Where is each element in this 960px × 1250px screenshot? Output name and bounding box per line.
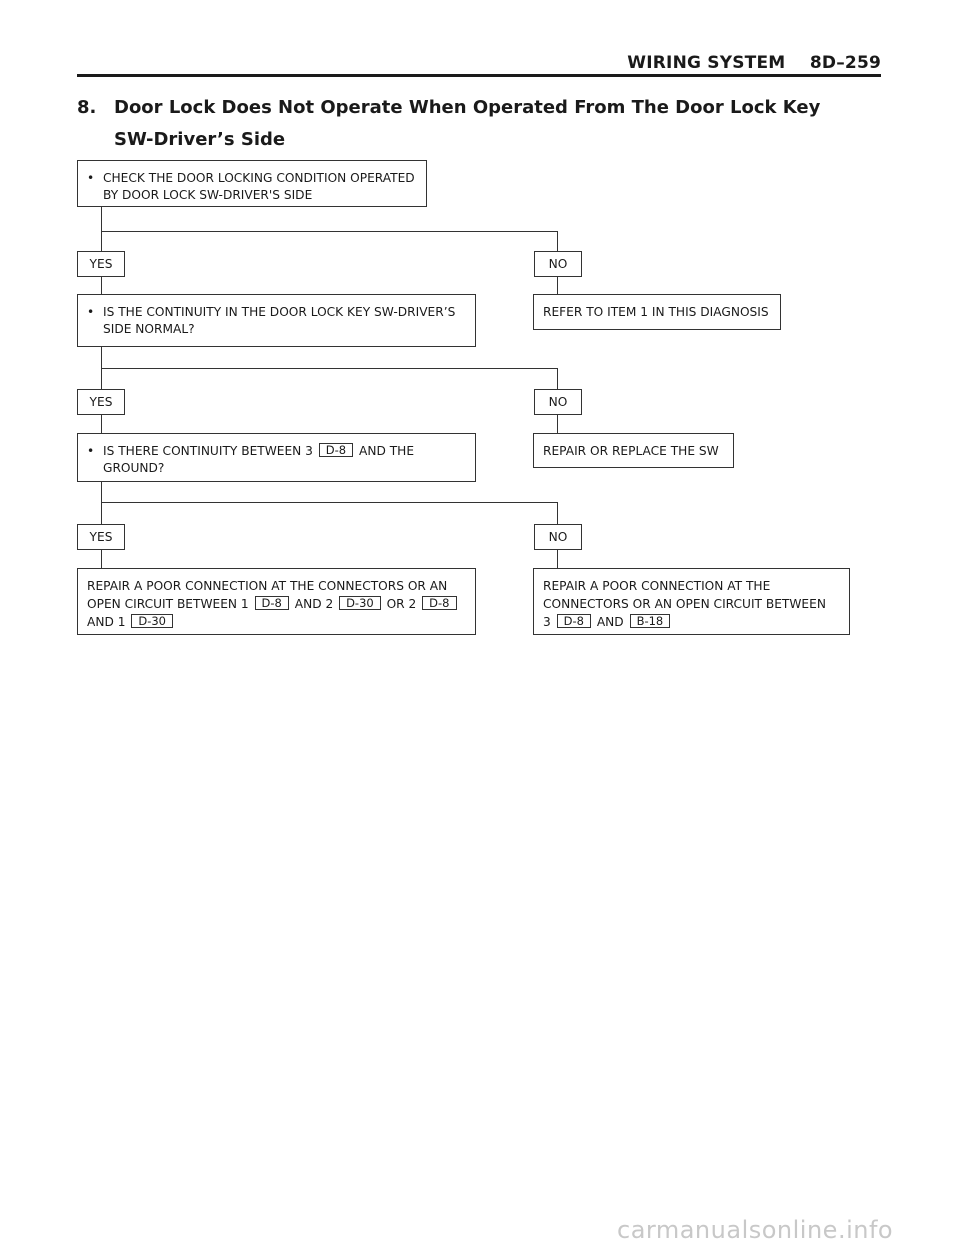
connector-line bbox=[557, 277, 558, 294]
connector-line bbox=[101, 368, 557, 369]
bullet-icon: • bbox=[87, 444, 95, 458]
connector-code: D-8 bbox=[422, 596, 456, 610]
step-3-box bbox=[77, 433, 476, 482]
outcome-no-2-box bbox=[533, 433, 734, 468]
step-2-line-2: SIDE NORMAL? bbox=[103, 321, 195, 336]
connector-line bbox=[557, 415, 558, 433]
yes-label: YES bbox=[77, 524, 125, 550]
outcome-text: 3 bbox=[543, 615, 551, 629]
connector-line bbox=[557, 550, 558, 568]
outcome-text: AND bbox=[596, 615, 624, 629]
connector-line bbox=[557, 231, 558, 251]
yes-label: YES bbox=[77, 389, 125, 415]
yes-label: YES bbox=[77, 251, 125, 277]
section-heading bbox=[77, 92, 857, 156]
step-1-line-2: BY DOOR LOCK SW-DRIVER'S SIDE bbox=[103, 187, 313, 202]
outcome-text: OR 2 bbox=[386, 597, 417, 611]
outcome-yes-3-line-1: REPAIR A POOR CONNECTION AT THE CONNECTORS OR AN bbox=[87, 579, 448, 593]
outcome-no-1-box bbox=[533, 294, 781, 330]
connector-line bbox=[101, 502, 557, 503]
connector-line bbox=[101, 207, 102, 251]
outcome-text: AND 1 bbox=[87, 615, 126, 629]
step-1-box bbox=[77, 160, 427, 207]
outcome-no-3-line-2: CONNECTORS OR AN OPEN CIRCUIT BETWEEN bbox=[543, 597, 826, 611]
page-header-title: WIRING SYSTEM 8D–259 bbox=[627, 53, 881, 73]
bullet-icon: • bbox=[87, 305, 95, 319]
outcome-no-2-text: REPAIR OR REPLACE THE SW bbox=[543, 444, 719, 458]
connector-line bbox=[557, 368, 558, 389]
header-rule bbox=[77, 74, 881, 77]
section-title: Door Lock Does Not Operate When Operated From The Door Lock Key SW-Driver’s Side bbox=[114, 97, 821, 150]
step-2-box bbox=[77, 294, 476, 347]
outcome-text: AND 2 bbox=[294, 597, 334, 611]
connector-line bbox=[101, 231, 557, 232]
step-3-line-2: GROUND? bbox=[103, 460, 165, 475]
step-1-line-1: CHECK THE DOOR LOCKING CONDITION OPERATED bbox=[103, 171, 415, 185]
connector-code: D-8 bbox=[255, 596, 289, 610]
outcome-yes-3-line-2 bbox=[87, 595, 466, 613]
connector-line bbox=[557, 502, 558, 524]
step-3-text-post: AND THE bbox=[359, 444, 415, 458]
watermark: carmanualsonline.info bbox=[617, 1216, 894, 1244]
step-3-text-pre: IS THERE CONTINUITY BETWEEN 3 bbox=[103, 444, 313, 458]
bullet-icon: • bbox=[87, 171, 95, 185]
connector-code: D-8 bbox=[557, 614, 591, 628]
outcome-no-3-line-3 bbox=[543, 613, 840, 631]
connector-code: B-18 bbox=[630, 614, 671, 628]
section-number: 8. bbox=[77, 97, 97, 118]
outcome-yes-3-line-3 bbox=[87, 613, 466, 631]
connector-line bbox=[101, 277, 102, 294]
connector-line bbox=[101, 550, 102, 568]
outcome-no-3-line-1: REPAIR A POOR CONNECTION AT THE bbox=[543, 579, 771, 593]
connector-line bbox=[101, 482, 102, 524]
connector-line bbox=[101, 415, 102, 433]
no-label: NO bbox=[534, 524, 582, 550]
connector-code: D-8 bbox=[319, 443, 353, 457]
connector-code: D-30 bbox=[131, 614, 173, 628]
connector-code: D-30 bbox=[339, 596, 381, 610]
no-label: NO bbox=[534, 251, 582, 277]
step-3-line-1 bbox=[103, 443, 467, 460]
no-label: NO bbox=[534, 389, 582, 415]
outcome-no-1-text: REFER TO ITEM 1 IN THIS DIAGNOSIS bbox=[543, 305, 769, 319]
step-2-line-1: IS THE CONTINUITY IN THE DOOR LOCK KEY SW-DRIVER’S bbox=[103, 305, 456, 319]
outcome-text: OPEN CIRCUIT BETWEEN 1 bbox=[87, 597, 249, 611]
outcome-yes-3-box bbox=[77, 568, 476, 635]
outcome-no-3-box bbox=[533, 568, 850, 635]
